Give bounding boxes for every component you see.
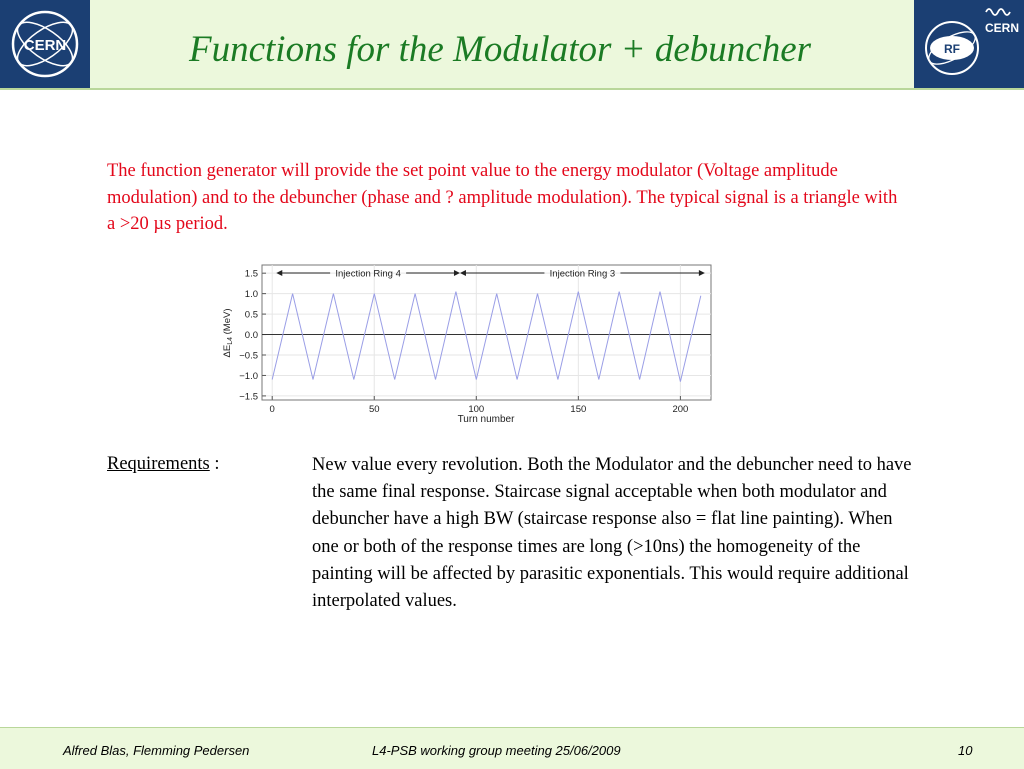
annotation-label: Injection Ring 4 — [335, 268, 401, 280]
requirements-label-text: Requirements — [107, 454, 210, 474]
y-tick-label: −0.5 — [239, 350, 258, 362]
y-axis-label — [222, 309, 234, 358]
rf-badge-text: RF — [944, 42, 960, 56]
cern-small-text: CERN — [984, 21, 1020, 35]
y-tick-label: −1.0 — [239, 370, 258, 382]
cern-logo — [0, 0, 90, 88]
x-tick-label: 200 — [672, 404, 689, 415]
y-tick-label: 0.5 — [244, 309, 258, 321]
x-tick-label: 150 — [570, 404, 587, 415]
intro-paragraph: The function generator will provide the set point value to the energy modulator (Voltage amplitude modulation) and to the debuncher (phase and ? amplitude modulation). The typical signal is a triangle with a >20 µs period. — [107, 161, 898, 234]
y-axis-label-main: ΔE — [222, 344, 233, 358]
cern-rf-logo — [914, 0, 1024, 88]
footer-meeting: L4-PSB working group meeting 25/06/2009 — [372, 743, 621, 758]
requirements-label-suffix: : — [209, 454, 220, 474]
y-axis-label-unit: (MeV) — [222, 308, 233, 338]
slide-title: Functions for the Modulator + debuncher — [188, 29, 812, 70]
x-tick-label: 50 — [368, 404, 380, 415]
footer-page-number: 10 — [958, 743, 973, 758]
triangle-signal-chart — [218, 258, 718, 430]
y-tick-label: −1.5 — [239, 391, 258, 403]
y-axis-label-sub: L4 — [227, 337, 234, 345]
y-tick-label: 1.0 — [244, 289, 258, 301]
requirements-label — [107, 454, 220, 475]
x-tick-label: 0 — [269, 404, 275, 415]
plot-frame — [262, 265, 711, 400]
cern-logo-text: CERN — [23, 37, 67, 54]
x-axis-label: Turn number — [457, 414, 515, 425]
footer-authors: Alfred Blas, Flemming Pedersen — [63, 743, 250, 758]
requirements-text: New value every revolution. Both the Modulator and the debuncher need to have the same final response. Staircase signal acceptable when both modulator and debuncher have a high BW (staircase response also = flat line painting). When one or both of the response times are long (>10ns) the homogeneity of the painting will be affected by parasitic exponentials. This would require additional interpolated values. — [312, 455, 912, 612]
y-tick-label: 1.5 — [244, 268, 258, 280]
annotation-label: Injection Ring 3 — [549, 268, 616, 280]
y-tick-label: 0.0 — [244, 330, 258, 342]
x-tick-label: 100 — [468, 404, 485, 415]
